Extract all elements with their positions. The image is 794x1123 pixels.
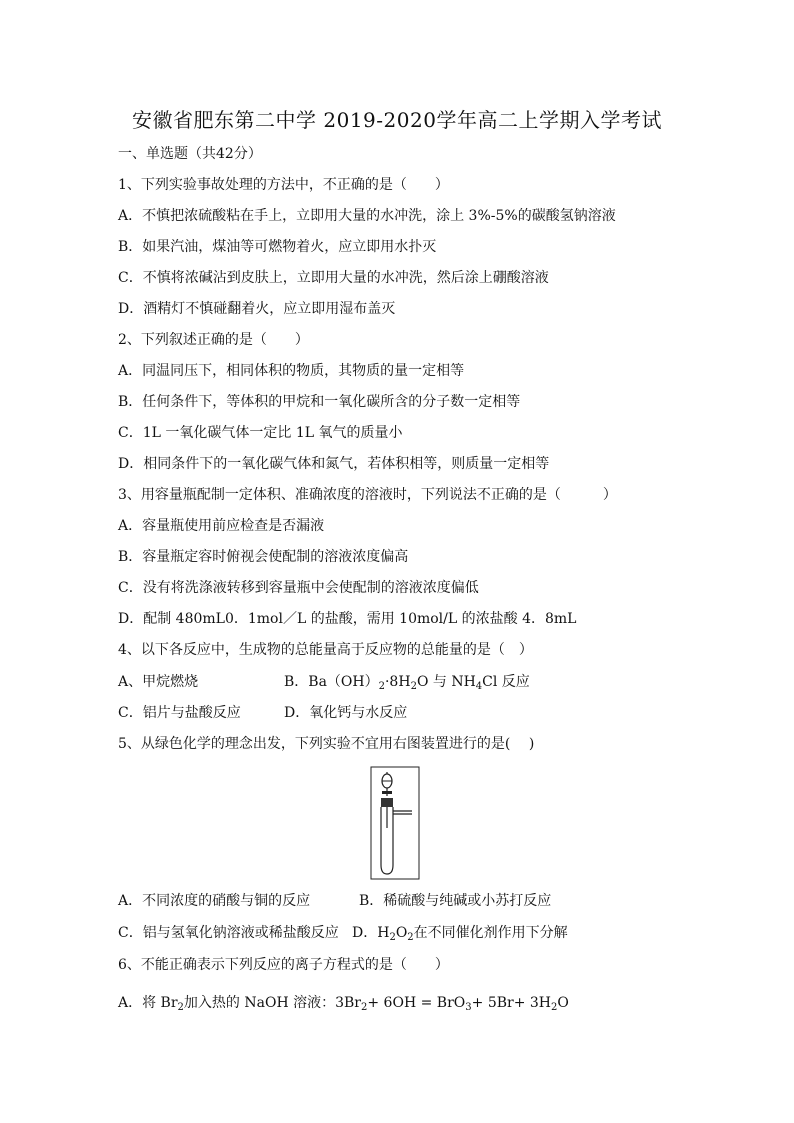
q5-option-d: D．$H_2O_2$在不同催化剂作用下分解: [352, 925, 568, 943]
q3-option-a: A．容量瓶使用前应检查是否漏液: [118, 518, 325, 534]
q3-stem: 3、用容量瓶配制一定体积、准确浓度的溶液时，下列说法不正确的是（ ）: [118, 487, 617, 503]
test-tube-apparatus-figure: [370, 766, 420, 880]
q4-option-d: D．氧化钙与水反应: [284, 705, 408, 721]
q5-option-b: B．稀硫酸与纯碱或小苏打反应: [359, 893, 552, 909]
q6-option-a: A．将 $Br_2$加入热的 NaOH 溶液：$3Br_2+ 6OH = BrO_3+ 5Br+ 3H_2O$: [118, 995, 569, 1013]
q4-option-b: B．$Ba(OH)_2\cdot 8H_2O$ 与 $NH_4Cl$ 反应: [284, 674, 530, 692]
q1-option-c: C．不慎将浓碱沾到皮肤上，立即用大量的水冲洗，然后涂上硼酸溶液: [118, 270, 549, 286]
q1-option-a: A．不慎把浓硫酸粘在手上，立即用大量的水冲洗，涂上 3%-5%的碳酸氢钠溶液: [118, 208, 616, 224]
q2-option-d: D．相同条件下的一氧化碳气体和氮气，若体积相等，则质量一定相等: [118, 456, 550, 472]
q3-option-b: B．容量瓶定容时俯视会使配制的溶液浓度偏高: [118, 549, 409, 565]
q1-option-d: D．酒精灯不慎碰翻着火，应立即用湿布盖灭: [118, 301, 396, 317]
q4-stem: 4、以下各反应中，生成物的总能量高于反应物的总能量的是（ ）: [118, 642, 533, 658]
q2-option-b: B．任何条件下，等体积的甲烷和一氧化碳所含的分子数一定相等: [118, 394, 521, 410]
q5-option-a: A．不同浓度的硝酸与铜的反应: [118, 893, 311, 909]
q5-option-c: C．铝与氢氧化钠溶液或稀盐酸反应: [118, 925, 339, 941]
q3-option-c: C．没有将洗涤液转移到容量瓶中会使配制的溶液浓度偏低: [118, 580, 479, 596]
q4-option-a: A、甲烷燃烧: [118, 674, 199, 690]
q6-stem: 6、不能正确表示下列反应的离子方程式的是（ ）: [118, 957, 449, 973]
q1-stem: 1、下列实验事故处理的方法中，不正确的是（ ）: [118, 177, 449, 193]
q3-option-d: D．配制 480mL0．1mol／L 的盐酸，需用 10mol/L 的浓盐酸 4．8mL: [118, 611, 577, 627]
q2-stem: 2、下列叙述正确的是（ ）: [118, 332, 309, 348]
q2-option-c: C．1L 一氧化碳气体一定比 1L 氧气的质量小: [118, 425, 403, 441]
q1-option-b: B．如果汽油，煤油等可燃物着火，应立即用水扑灭: [118, 239, 437, 255]
q2-option-a: A．同温同压下，相同体积的物质，其物质的量一定相等: [118, 363, 465, 379]
section-heading: 一、单选题（共42分）: [118, 146, 262, 162]
q5-stem: 5、从绿色化学的理念出发，下列实验不宜用右图装置进行的是( ): [118, 736, 535, 752]
q4-option-c: C．铝片与盐酸反应: [118, 705, 241, 721]
exam-title: 安徽省肥东第二中学 2019-2020学年高二上学期入学考试: [132, 108, 662, 132]
